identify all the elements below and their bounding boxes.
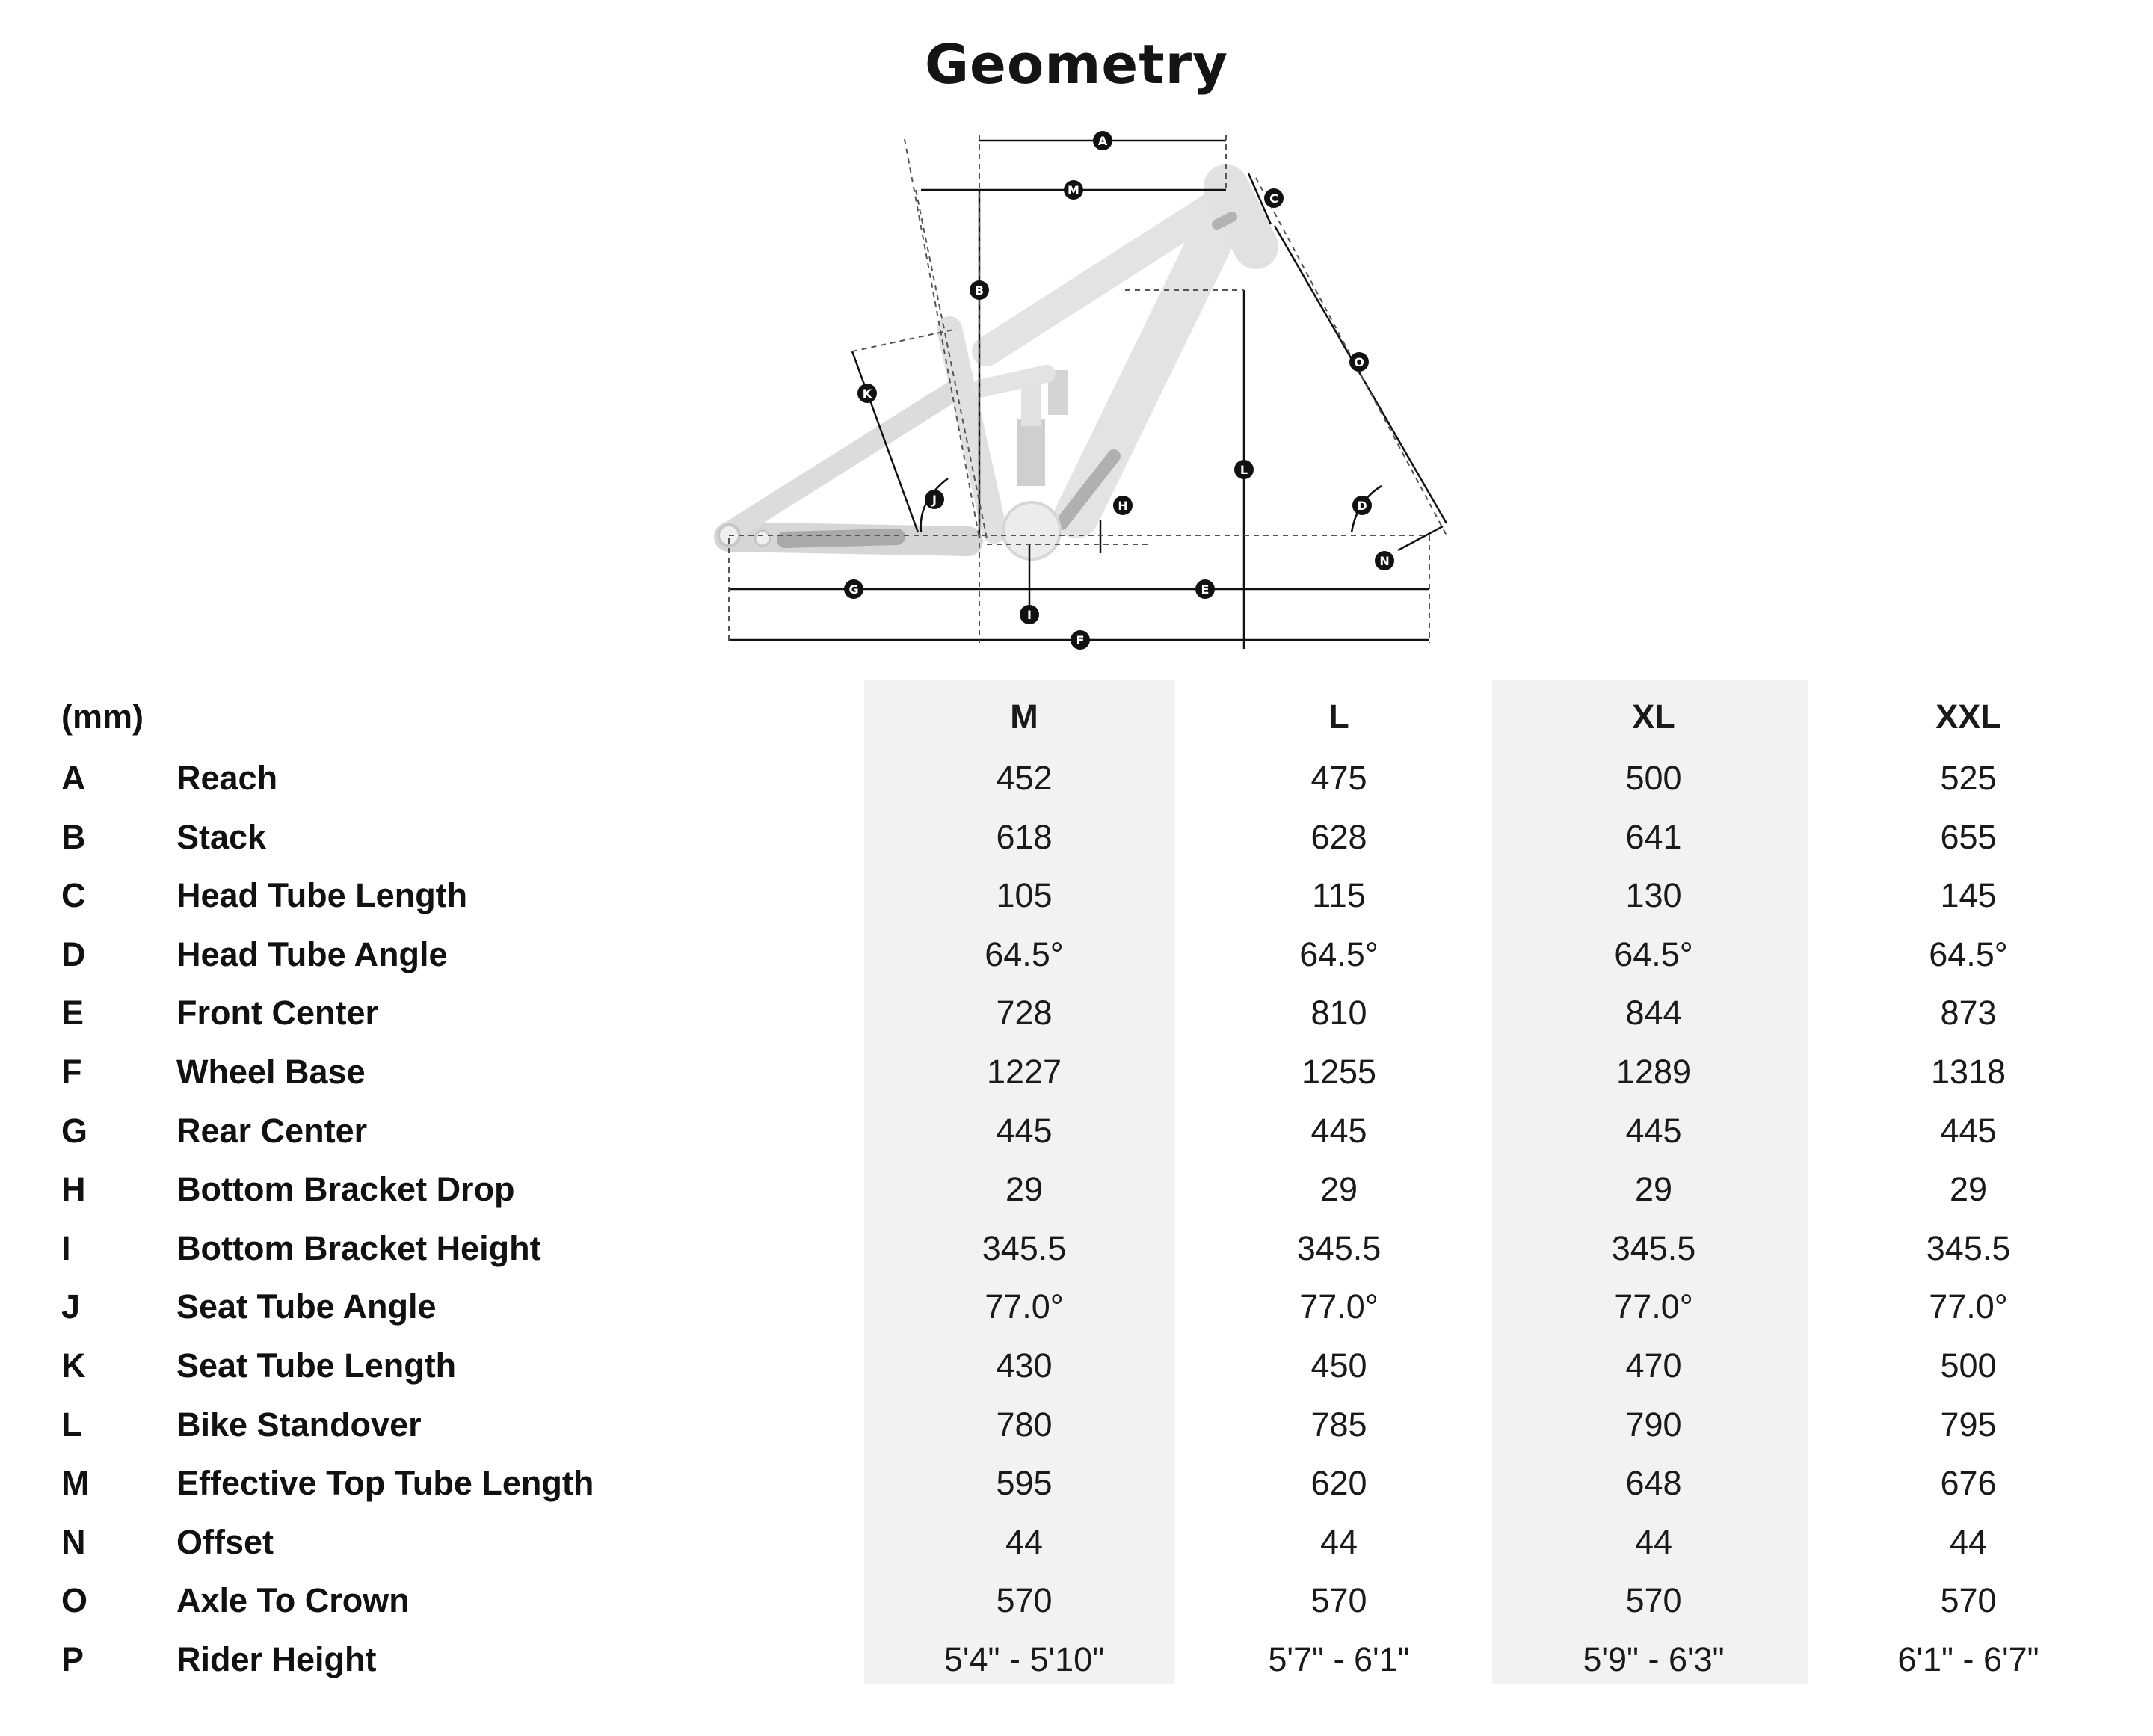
row-value: 44 — [1949, 1522, 1988, 1561]
row-value: 570 — [1625, 1581, 1682, 1620]
row-value: 345.5 — [1926, 1228, 2011, 1267]
label-o: O — [1354, 355, 1364, 369]
row-value: 790 — [1625, 1405, 1682, 1444]
row-value: 445 — [1940, 1111, 1997, 1150]
label-k: K — [862, 387, 872, 401]
row-letter: J — [61, 1287, 81, 1326]
table-row — [0, 926, 2153, 984]
row-name: Rear Center — [176, 1111, 368, 1150]
row-value: 1289 — [1615, 1053, 1692, 1091]
table-row — [0, 749, 2153, 807]
row-value: 44 — [1005, 1522, 1044, 1561]
row-letter: A — [61, 759, 86, 797]
label-m: M — [1068, 183, 1079, 197]
row-letter: I — [61, 1228, 71, 1267]
row-value: 785 — [1310, 1405, 1367, 1444]
row-name: Bottom Bracket Height — [176, 1228, 541, 1267]
table-row — [0, 1513, 2153, 1572]
table-row — [0, 1572, 2153, 1630]
label-n: N — [1379, 554, 1390, 568]
row-letter: D — [61, 935, 86, 973]
row-value: 570 — [1310, 1581, 1367, 1620]
row-value: 655 — [1940, 817, 1997, 856]
row-value: 470 — [1625, 1346, 1682, 1385]
size-header: L — [1328, 698, 1349, 736]
label-l: L — [1239, 463, 1248, 477]
row-value: 29 — [1949, 1170, 1988, 1209]
row-letter: K — [61, 1346, 86, 1385]
row-name: Stack — [176, 817, 267, 856]
row-value: 728 — [996, 994, 1053, 1032]
label-g: G — [848, 582, 859, 597]
row-value: 450 — [1310, 1346, 1367, 1385]
row-value: 64.5° — [1299, 935, 1379, 973]
table-row — [0, 1631, 2153, 1689]
units-label: (mm) — [61, 698, 144, 736]
row-letter: M — [61, 1464, 90, 1503]
page-title: Geometry — [924, 33, 1229, 96]
row-value: 130 — [1625, 876, 1682, 915]
row-name: Front Center — [176, 994, 378, 1032]
row-value: 6'1" - 6'7" — [1897, 1640, 2039, 1678]
row-value: 64.5° — [1929, 935, 2008, 973]
row-value: 5'7" - 6'1" — [1268, 1640, 1410, 1678]
row-value: 570 — [996, 1581, 1053, 1620]
row-value: 445 — [1310, 1111, 1367, 1150]
row-value: 77.0° — [985, 1287, 1064, 1326]
row-letter: G — [61, 1111, 88, 1150]
label-h: H — [1118, 499, 1128, 513]
table-row — [0, 1043, 2153, 1101]
row-value: 780 — [996, 1405, 1053, 1444]
row-value: 676 — [1940, 1464, 1997, 1503]
row-name: Seat Tube Angle — [176, 1287, 437, 1326]
row-value: 445 — [996, 1111, 1053, 1150]
label-f: F — [1076, 633, 1085, 647]
table-row — [0, 1454, 2153, 1512]
row-name: Axle To Crown — [176, 1581, 410, 1620]
row-value: 452 — [996, 759, 1053, 797]
row-value: 1318 — [1930, 1053, 2006, 1091]
row-name: Head Tube Length — [176, 876, 468, 915]
row-letter: H — [61, 1170, 86, 1209]
size-header: XXL — [1935, 698, 2001, 736]
row-value: 5'9" - 6'3" — [1583, 1640, 1725, 1678]
row-value: 1255 — [1301, 1053, 1377, 1091]
row-value: 641 — [1625, 817, 1682, 856]
row-value: 844 — [1625, 994, 1682, 1032]
row-value: 44 — [1634, 1522, 1673, 1561]
size-header: XL — [1632, 698, 1675, 736]
row-value: 345.5 — [1296, 1228, 1382, 1267]
bike-frame — [718, 187, 1256, 559]
row-letter: L — [61, 1405, 82, 1444]
label-i: I — [1027, 608, 1032, 622]
row-name: Bike Standover — [176, 1405, 422, 1444]
label-e: E — [1201, 582, 1210, 597]
row-value: 29 — [1634, 1170, 1673, 1209]
row-value: 105 — [996, 876, 1053, 915]
row-value: 475 — [1310, 759, 1367, 797]
row-value: 77.0° — [1299, 1287, 1379, 1326]
row-value: 1227 — [986, 1053, 1062, 1091]
row-letter: P — [61, 1640, 84, 1678]
row-name: Wheel Base — [176, 1053, 366, 1091]
row-value: 795 — [1940, 1405, 1997, 1444]
row-value: 115 — [1312, 876, 1366, 915]
table-row — [0, 808, 2153, 867]
row-name: Rider Height — [176, 1640, 377, 1678]
row-value: 500 — [1940, 1346, 1997, 1385]
row-value: 44 — [1319, 1522, 1358, 1561]
row-value: 29 — [1005, 1170, 1044, 1209]
row-value: 525 — [1940, 759, 1997, 797]
row-name: Offset — [176, 1522, 274, 1561]
row-value: 64.5° — [1614, 935, 1693, 973]
row-value: 345.5 — [1611, 1228, 1696, 1267]
table-row — [0, 1102, 2153, 1160]
label-b: B — [974, 283, 985, 298]
row-value: 873 — [1940, 994, 1997, 1032]
row-value: 345.5 — [982, 1228, 1067, 1267]
row-value: 570 — [1940, 1581, 1997, 1620]
table-row — [0, 867, 2153, 925]
table-row — [0, 1278, 2153, 1336]
row-letter: F — [61, 1053, 82, 1091]
row-value: 628 — [1310, 817, 1367, 856]
row-value: 5'4" - 5'10" — [943, 1640, 1105, 1678]
table-row — [0, 984, 2153, 1042]
row-value: 430 — [996, 1346, 1053, 1385]
row-value: 77.0° — [1614, 1287, 1693, 1326]
row-name: Effective Top Tube Length — [176, 1464, 594, 1503]
row-letter: N — [61, 1522, 86, 1561]
row-letter: B — [61, 817, 86, 856]
row-value: 648 — [1625, 1464, 1682, 1503]
row-value: 618 — [996, 817, 1053, 856]
row-name: Seat Tube Length — [176, 1346, 457, 1385]
table-row — [0, 1396, 2153, 1454]
row-letter: C — [61, 876, 86, 915]
table-row — [0, 1337, 2153, 1395]
row-name: Head Tube Angle — [176, 935, 448, 973]
row-letter: O — [61, 1581, 88, 1620]
row-value: 620 — [1310, 1464, 1367, 1503]
size-header: M — [1010, 698, 1038, 736]
row-value: 145 — [1940, 876, 1997, 915]
row-value: 445 — [1625, 1111, 1682, 1150]
table-header-row — [0, 688, 2153, 746]
label-d: D — [1357, 499, 1367, 513]
label-c: C — [1269, 191, 1278, 206]
row-value: 595 — [996, 1464, 1053, 1503]
label-a: A — [1097, 134, 1108, 148]
row-value: 77.0° — [1929, 1287, 2008, 1326]
table-row — [0, 1219, 2153, 1278]
table-row — [0, 1160, 2153, 1219]
row-value: 29 — [1319, 1170, 1358, 1209]
row-name: Reach — [176, 759, 278, 797]
row-name: Bottom Bracket Drop — [176, 1170, 515, 1209]
geometry-diagram — [0, 0, 2153, 658]
row-value: 810 — [1310, 994, 1367, 1032]
label-j: J — [932, 493, 937, 507]
row-value: 64.5° — [985, 935, 1064, 973]
row-letter: E — [61, 994, 84, 1032]
row-value: 500 — [1625, 759, 1682, 797]
